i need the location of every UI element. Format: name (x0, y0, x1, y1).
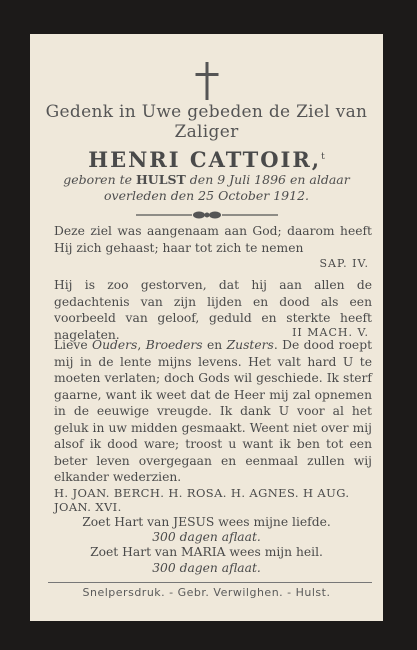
prayer-jesus: Zoet Hart van JESUS wees mijne liefde. (82, 515, 331, 529)
death-line: overleden den 25 October 1912. (103, 188, 309, 203)
deceased-name: HENRI CATTOIR,$^t$ (88, 147, 325, 172)
header-line-2: Zaliger (174, 122, 239, 142)
paragraph-mach: Hij is zoo gestorven, dat hij aan allen de gedachtenis van zijn lijden en dood als een voorbeeld van geloof, geduld en sterkte heeft nagelaten. (54, 278, 372, 342)
memorial-card (30, 34, 383, 621)
paragraph-sap: Deze ziel was aangenaam aan God; daarom heeft Hij zich gehaast; haar tot zich te nemen (54, 224, 372, 255)
printer-credit: Snelpersdruk. - Gebr. Verwilghen. - Hulst. (82, 586, 331, 599)
paragraph-farewell: Lieve Ouders, Broeders en Zusters. De dood roept mij in de lente mijns levens. Het valt hard U te moeten verlaten; doch Gods wil geschiede. Ik sterf gaarne, want ik weet dat de Heer mij zal opnemen in de eeuwige vreugde. Ik dank U voor al het geluk in uw midden gesmaakt. Weent niet over mij alsof ik dood ware; troost u want ik ben tot een beter leven overgegaan en eenmaal zullen wij elkander wederzien. (54, 338, 373, 484)
header-line-1: Gedenk in Uwe gebeden de Ziel van (45, 102, 368, 122)
birth-line: geboren te HULST den 9 Juli 1896 en aldaar (63, 172, 350, 187)
ornament-divider (136, 209, 278, 221)
saints-line: H. JOAN. BERCH. H. ROSA. H. AGNES. H AUG. (54, 486, 350, 500)
saints-line-2: JOAN. XVI. (54, 500, 122, 514)
ref-sap: SAP. IV. (319, 257, 369, 270)
cross-icon (195, 62, 219, 100)
indulgence-1: 300 dagen aflaat. (152, 530, 261, 544)
indulgence-2: 300 dagen aflaat. (152, 561, 261, 575)
prayer-maria: Zoet Hart van MARIA wees mijn heil. (90, 545, 323, 559)
ref-mach: II MACH. V. (292, 326, 369, 339)
footer-rule (48, 582, 372, 583)
